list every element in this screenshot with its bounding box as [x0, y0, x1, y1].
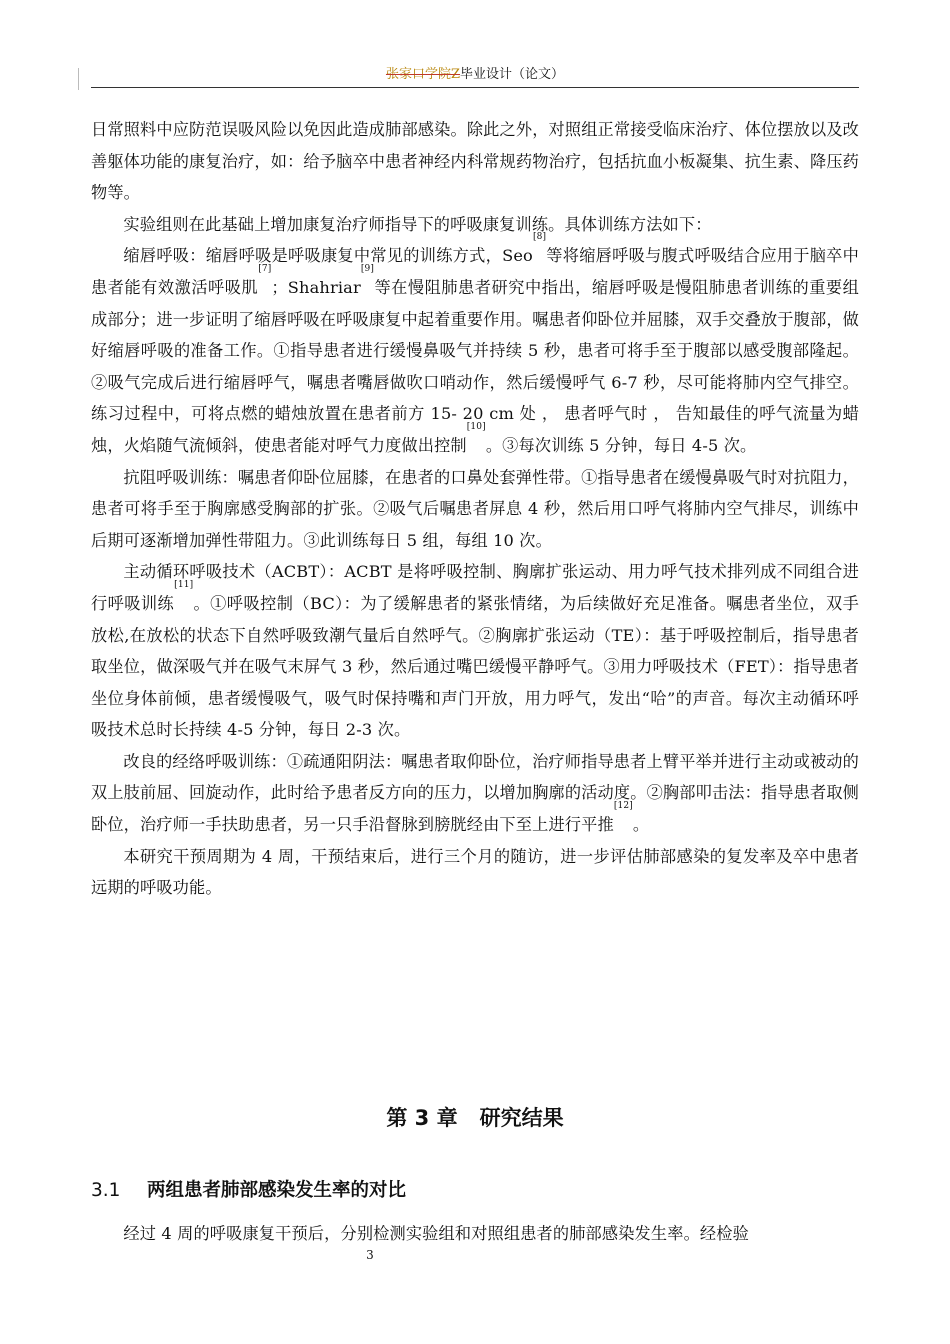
text-run: 改良的经络呼吸训练：①疏通阳阴法：嘱患者取仰卧位，治疗师指导患者上臂平举并进行主动或被动的双上肢前屈、回旋动作，此时给予患者反方向的压力，以增加胸廓的活动度。②胸部叩击法：指导患者取侧卧位，治疗师一手扶助患者，另一只手沿督脉到膀胱经由下至上进行平推 [91, 751, 859, 835]
paragraph: 经过 4 周的呼吸康复干预后，分别检测实验组和对照组患者的肺部感染发生率。经检验 [123, 1224, 749, 1243]
text-run: 日常照料中应防范误吸风险以免因此造成肺部感染。除此之外，对照组正常接受临床治疗、体位摆放以及改善躯体功能的康复治疗，如：给予脑卒中患者神经内科常规药物治疗，包括抗血小板凝集、抗生素、降压药物等。 [91, 120, 859, 203]
paragraph [91, 232, 859, 461]
chapter-label: 第 3 章 [386, 1106, 458, 1130]
citation-ref: [9] [360, 263, 375, 274]
running-header [91, 64, 859, 88]
paragraph [91, 746, 859, 841]
text-run: 缩唇呼吸：缩唇呼吸是呼吸康复中常见的训练方式，Seo [123, 246, 533, 266]
chapter-heading [91, 1102, 859, 1134]
section-title: 两组患者肺部感染发生率的对比 [147, 1180, 407, 1201]
text-run: 等在慢阻肺患者研究中指出，缩唇呼吸是慢阻肺患者训练的重要组成部分；进一步证明了缩唇呼吸在呼吸康复中起着重要作用。嘱患者仰卧位并屈膝，双手交叠放于腹部，做好缩唇呼吸的准备工作。①指导患者进行缓慢鼻吸气并持续 5 秒，患者可将手至于腹部以感受腹部隆起。②吸气完成后进行缩唇呼气，嘱患者嘴唇做吹口哨动作，然后缓慢呼气 6-7 秒，尽可能将肺内空气排空。练习过程中，可将点燃的蜡烛放置在患者前方 15- 20 cm 处 ， 患者呼气时 ， 告知最佳的呼气流量为蜡烛，火焰随气流倾斜，使患者能对呼气力度做出控制 [91, 277, 859, 455]
citation-ref: [12] [613, 801, 633, 812]
text-run: 。①呼吸控制（BC）：为了缓解患者的紧张情绪，为后续做好充足准备。嘱患者坐位，双手放松,在放松的状态下自然呼吸致潮气量后自然呼气。②胸廓扩张运动（TE）：基于呼吸控制后，指导患者取坐位，做深吸气并在吸气末屏气 3 秒，然后通过嘴巴缓慢平静呼气。③用力呼吸技术（FET）：指导患者坐位身体前倾，患者缓慢吸气，吸气时保持嘴和声门开放，用力呼气，发出“哈”的声音。每次主动循环呼吸技术总时长持续 4-5 分钟，每日 2-3 次。 [91, 593, 859, 740]
paragraph [91, 556, 859, 746]
chapter-title: 研究结果 [479, 1106, 564, 1130]
citation-ref: [11] [174, 579, 194, 590]
body-text [91, 114, 859, 904]
citation-ref: [10] [466, 421, 486, 432]
text-run: 实验组则在此基础上增加康复治疗师指导下的呼吸康复训练。具体训练方法如下： [123, 214, 712, 234]
section-number: 3.1 [91, 1180, 121, 1201]
text-run: 抗阻呼吸训练：嘱患者仰卧位屈膝，在患者的口鼻处套弹性带。①指导患者在缓慢鼻吸气时对抗阻力，患者可将手至于胸廓感受胸部的扩张。②吸气后嘱患者屏息 4 秒，然后用口呼气将肺内空气排尽，训练中后期可逐渐增加弹性带阻力。③此训练每日 5 组，每组 10 次。 [91, 467, 859, 550]
page-number: 3 [366, 1248, 374, 1262]
section-heading [91, 1174, 859, 1208]
page-corner-mark [78, 68, 79, 90]
text-run: 。③每次训练 5 分钟，每日 4-5 次。 [485, 435, 757, 455]
text-run: 主动循环呼吸技术（ACBT）：ACBT 是将呼吸控制、胸廓扩张运动、用力呼气技术排列成不同组合进行呼吸训练 [91, 562, 859, 613]
text-run: 等将缩唇呼吸与腹式呼吸结合应用于脑卒中患者能有效激活呼吸肌 [91, 246, 859, 297]
paragraph [91, 114, 859, 209]
paragraph [91, 209, 859, 241]
citation-ref: [7] [258, 263, 272, 274]
header-school-name: 张家口学院 [385, 67, 451, 82]
text-run: 。 [632, 815, 650, 835]
header-doc-type: 毕业设计（论文） [460, 67, 565, 82]
text-run: ；Shahriar [271, 277, 361, 297]
paragraph [91, 841, 859, 904]
citation-ref: [8] [532, 232, 547, 243]
header-mark: Z [450, 67, 461, 82]
text-run: 本研究干预周期为 4 周，干预结束后，进行三个月的随访，进一步评估肺部感染的复发率及卒中患者远期的呼吸功能。 [91, 846, 859, 898]
paragraph [91, 462, 859, 557]
